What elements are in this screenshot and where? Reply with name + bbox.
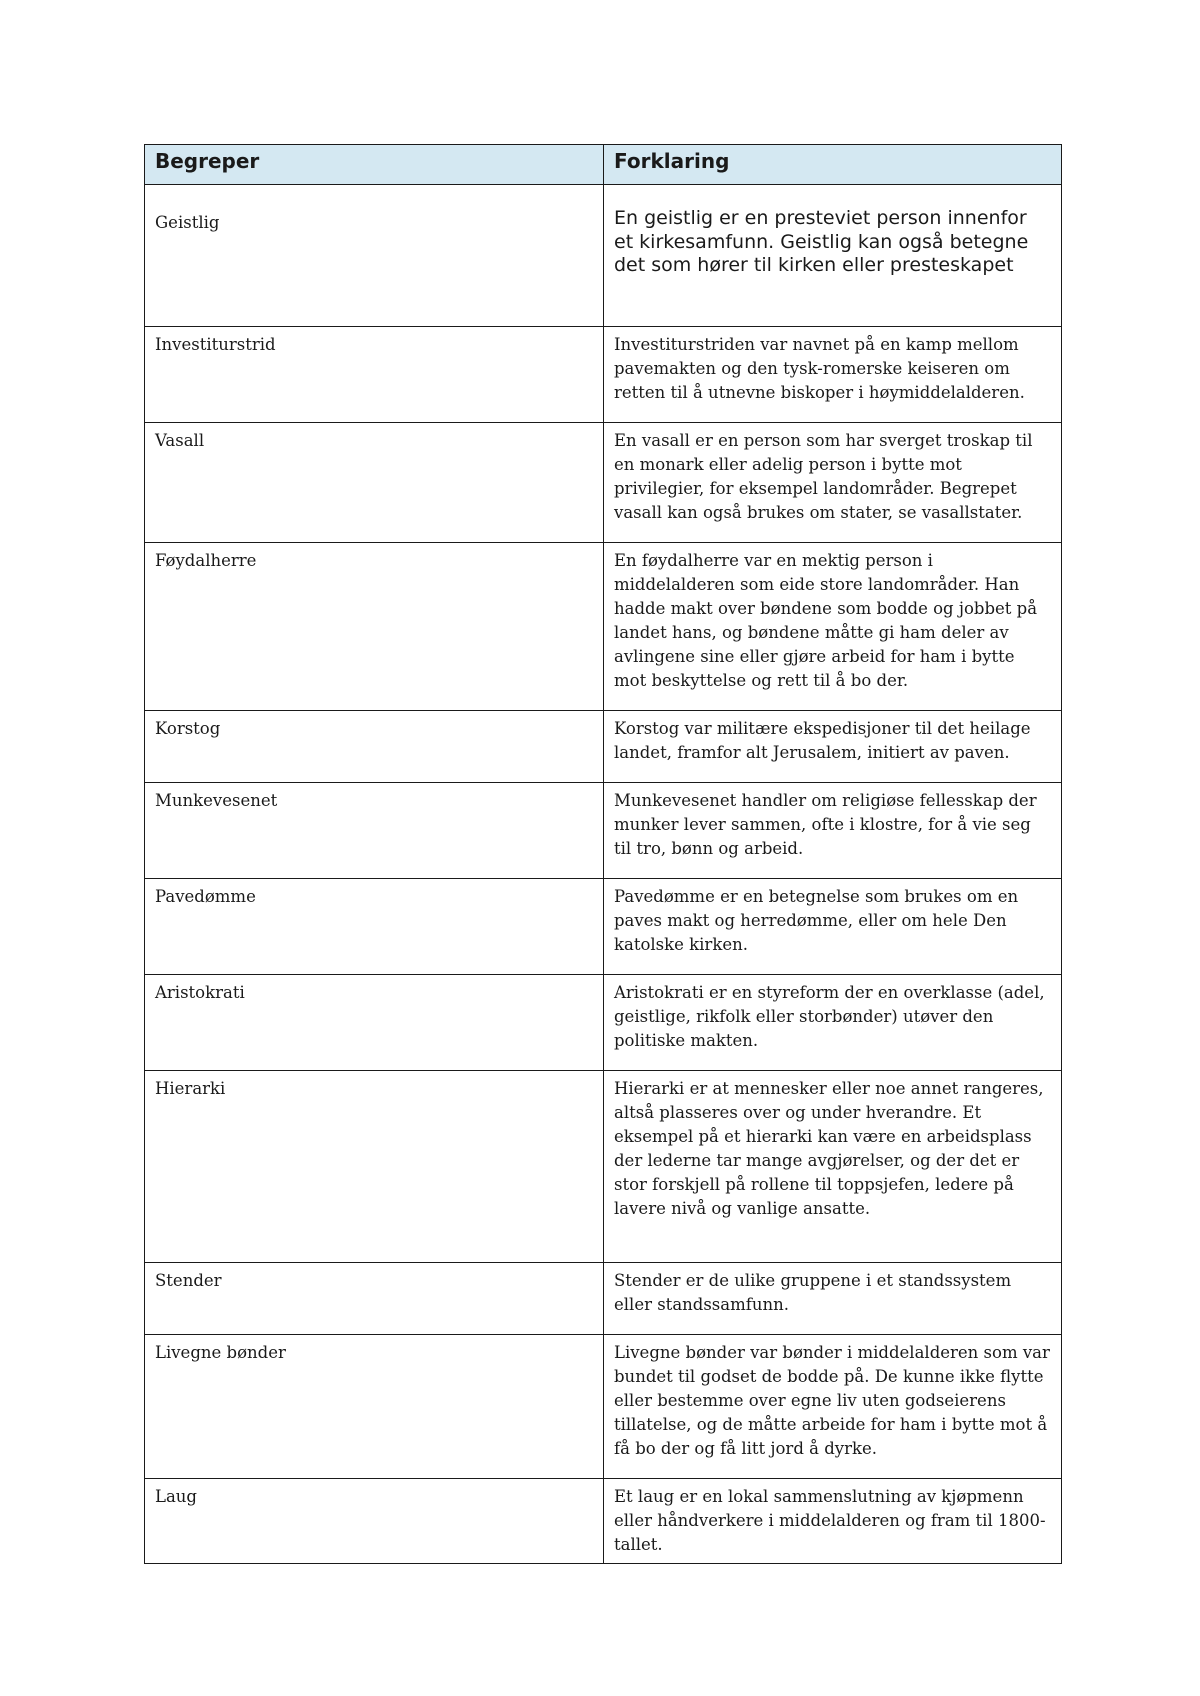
explanation-cell: Et laug er en lokal sammenslutning av kjøpmenn eller håndverkere i middelalderen og fram til 1800-tallet. [604, 1479, 1062, 1564]
explanation-cell: Pavedømme er en betegnelse som brukes om en paves makt og herredømme, eller om hele Den katolske kirken. [604, 879, 1062, 975]
term-cell: Livegne bønder [145, 1335, 604, 1479]
term-cell: Vasall [145, 423, 604, 543]
term-cell: Stender [145, 1263, 604, 1335]
table-row [145, 327, 1062, 423]
table-row [145, 711, 1062, 783]
table-row [145, 879, 1062, 975]
term-cell: Geistlig [145, 185, 604, 327]
header-explanation: Forklaring [604, 145, 1062, 185]
table-row [145, 1335, 1062, 1479]
table-header-row [145, 145, 1062, 185]
table-row [145, 1263, 1062, 1335]
table-row [145, 1479, 1062, 1564]
explanation-cell: Investiturstriden var navnet på en kamp mellom pavemakten og den tysk-romerske keiseren om retten til å utnevne biskoper i høymiddelalderen. [604, 327, 1062, 423]
table-row [145, 185, 1062, 327]
glossary-table [144, 144, 1062, 1564]
table-row [145, 543, 1062, 711]
table-row [145, 1071, 1062, 1263]
explanation-cell: Stender er de ulike gruppene i et standssystem eller standssamfunn. [604, 1263, 1062, 1335]
explanation-cell: Hierarki er at mennesker eller noe annet rangeres, altså plasseres over og under hverandre. Et eksempel på et hierarki kan være en arbeidsplass der lederne tar mange avgjørelser, og der det er stor forskjell på rollene til toppsjefen, ledere på lavere nivå og vanlige ansatte. [604, 1071, 1062, 1263]
explanation-cell: Aristokrati er en styreform der en overklasse (adel, geistlige, rikfolk eller storbønder) utøver den politiske makten. [604, 975, 1062, 1071]
term-cell: Korstog [145, 711, 604, 783]
term-cell: Aristokrati [145, 975, 604, 1071]
explanation-cell: En føydalherre var en mektig person i middelalderen som eide store landområder. Han hadde makt over bøndene som bodde og jobbet på landet hans, og bøndene måtte gi ham deler av avlingene sine eller gjøre arbeid for ham i bytte mot beskyttelse og rett til å bo der. [604, 543, 1062, 711]
table-row [145, 975, 1062, 1071]
term-cell: Føydalherre [145, 543, 604, 711]
explanation-cell: En vasall er en person som har sverget troskap til en monark eller adelig person i bytte mot privilegier, for eksempel landområder. Begrepet vasall kan også brukes om stater, se vasallstater. [604, 423, 1062, 543]
explanation-cell: En geistlig er en presteviet person innenfor et kirkesamfunn. Geistlig kan også betegne det som hører til kirken eller presteskapet [604, 185, 1062, 327]
explanation-cell: Munkevesenet handler om religiøse fellesskap der munker lever sammen, ofte i klostre, for å vie seg til tro, bønn og arbeid. [604, 783, 1062, 879]
explanation-cell: Korstog var militære ekspedisjoner til det heilage landet, framfor alt Jerusalem, initiert av paven. [604, 711, 1062, 783]
table-row [145, 783, 1062, 879]
header-term: Begreper [145, 145, 604, 185]
term-cell: Hierarki [145, 1071, 604, 1263]
term-cell: Laug [145, 1479, 604, 1564]
table-row [145, 423, 1062, 543]
term-cell: Munkevesenet [145, 783, 604, 879]
term-cell: Pavedømme [145, 879, 604, 975]
explanation-cell: Livegne bønder var bønder i middelalderen som var bundet til godset de bodde på. De kunne ikke flytte eller bestemme over egne liv uten godseierens tillatelse, og de måtte arbeide for ham i bytte mot å få bo der og få litt jord å dyrke. [604, 1335, 1062, 1479]
term-cell: Investiturstrid [145, 327, 604, 423]
